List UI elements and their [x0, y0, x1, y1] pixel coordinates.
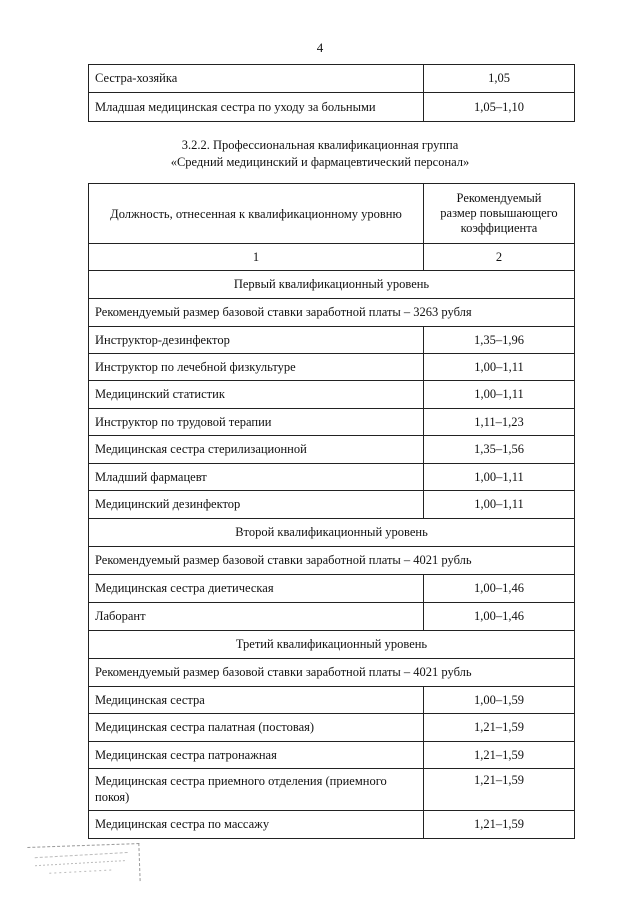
- table-row: [89, 811, 575, 839]
- main-table: [88, 183, 575, 839]
- position-name: Медицинская сестра стерилизационной: [89, 436, 424, 464]
- base-rate-row: [89, 659, 575, 687]
- table-row: [89, 354, 575, 381]
- coefficient-value: 1,21–1,59: [424, 769, 575, 811]
- section-title-line2: «Средний медицинский и фармацевтический персонал»: [170, 155, 470, 169]
- position-name: Медицинская сестра патронажная: [89, 742, 424, 769]
- coefficient-value: 1,35–1,56: [424, 436, 575, 464]
- coefficient-value: 1,21–1,59: [424, 714, 575, 742]
- level-title-row: [89, 271, 575, 299]
- base-rate-row: [89, 299, 575, 327]
- position-name: Младшая медицинская сестра по уходу за больными: [89, 93, 424, 122]
- table-row: [89, 93, 575, 122]
- column-number-1: 1: [89, 244, 424, 271]
- position-name: Сестра-хозяйка: [89, 65, 424, 93]
- position-name: Медицинская сестра: [89, 687, 424, 714]
- table-row: [89, 65, 575, 93]
- coefficient-value: 1,00–1,11: [424, 491, 575, 519]
- coefficient-value: 1,05: [424, 65, 575, 93]
- top-table: [88, 64, 575, 122]
- table-row: [89, 687, 575, 714]
- column-header-position: Должность, отнесенная к квалификационному уровню: [89, 184, 424, 244]
- table-row: [89, 436, 575, 464]
- level2-title: Второй квалификационный уровень: [89, 519, 575, 547]
- table-row: [89, 381, 575, 409]
- page-number: 4: [316, 40, 324, 55]
- section-heading: [0, 137, 640, 171]
- coefficient-value: 1,21–1,59: [424, 742, 575, 769]
- position-name: Младший фармацевт: [89, 464, 424, 491]
- position-name: Медицинская сестра приемного отделения (приемного покоя): [89, 769, 424, 811]
- position-name: Инструктор по трудовой терапии: [89, 409, 424, 436]
- position-name: Медицинская сестра палатная (постовая): [89, 714, 424, 742]
- section-title-line1: 3.2.2. Профессиональная квалификационная группа: [181, 138, 459, 152]
- coefficient-value: 1,05–1,10: [424, 93, 575, 122]
- position-name: Медицинский дезинфектор: [89, 491, 424, 519]
- table-row: [89, 603, 575, 631]
- position-name: Медицинский статистик: [89, 381, 424, 409]
- table-row: [89, 491, 575, 519]
- table-row: [89, 575, 575, 603]
- base-rate-row: [89, 547, 575, 575]
- position-name: Медицинская сестра по массажу: [89, 811, 424, 839]
- position-name: Лаборант: [89, 603, 424, 631]
- table-row: [89, 742, 575, 769]
- faded-stamp-image: [27, 843, 140, 885]
- coefficient-value: 1,11–1,23: [424, 409, 575, 436]
- level1-base-rate: Рекомендуемый размер базовой ставки заработной платы – 3263 рубля: [89, 299, 575, 327]
- header-row: [89, 184, 575, 244]
- column-number-2: 2: [424, 244, 575, 271]
- coefficient-value: 1,21–1,59: [424, 811, 575, 839]
- coefficient-value: 1,00–1,11: [424, 464, 575, 491]
- position-name: Медицинская сестра диетическая: [89, 575, 424, 603]
- coefficient-value: 1,00–1,11: [424, 381, 575, 409]
- table-row: [89, 769, 575, 811]
- coefficient-value: 1,00–1,59: [424, 687, 575, 714]
- stamp-scribble-icon: [31, 848, 136, 880]
- level1-title: Первый квалификационный уровень: [89, 271, 575, 299]
- position-name: Инструктор по лечебной физкультуре: [89, 354, 424, 381]
- table-row: [89, 464, 575, 491]
- coefficient-value: 1,35–1,96: [424, 327, 575, 354]
- coefficient-value: 1,00–1,46: [424, 575, 575, 603]
- level-title-row: [89, 519, 575, 547]
- table-row: [89, 327, 575, 354]
- level3-title: Третий квалификационный уровень: [89, 631, 575, 659]
- table-row: [89, 714, 575, 742]
- table-row: [89, 409, 575, 436]
- coefficient-value: 1,00–1,11: [424, 354, 575, 381]
- level2-base-rate: Рекомендуемый размер базовой ставки заработной платы – 4021 рубль: [89, 547, 575, 575]
- level-title-row: [89, 631, 575, 659]
- position-name: Инструктор-дезинфектор: [89, 327, 424, 354]
- column-number-row: [89, 244, 575, 271]
- coefficient-value: 1,00–1,46: [424, 603, 575, 631]
- column-header-coefficient: Рекомендуемый размер повышающего коэффициента: [424, 184, 575, 244]
- level3-base-rate: Рекомендуемый размер базовой ставки заработной платы – 4021 рубль: [89, 659, 575, 687]
